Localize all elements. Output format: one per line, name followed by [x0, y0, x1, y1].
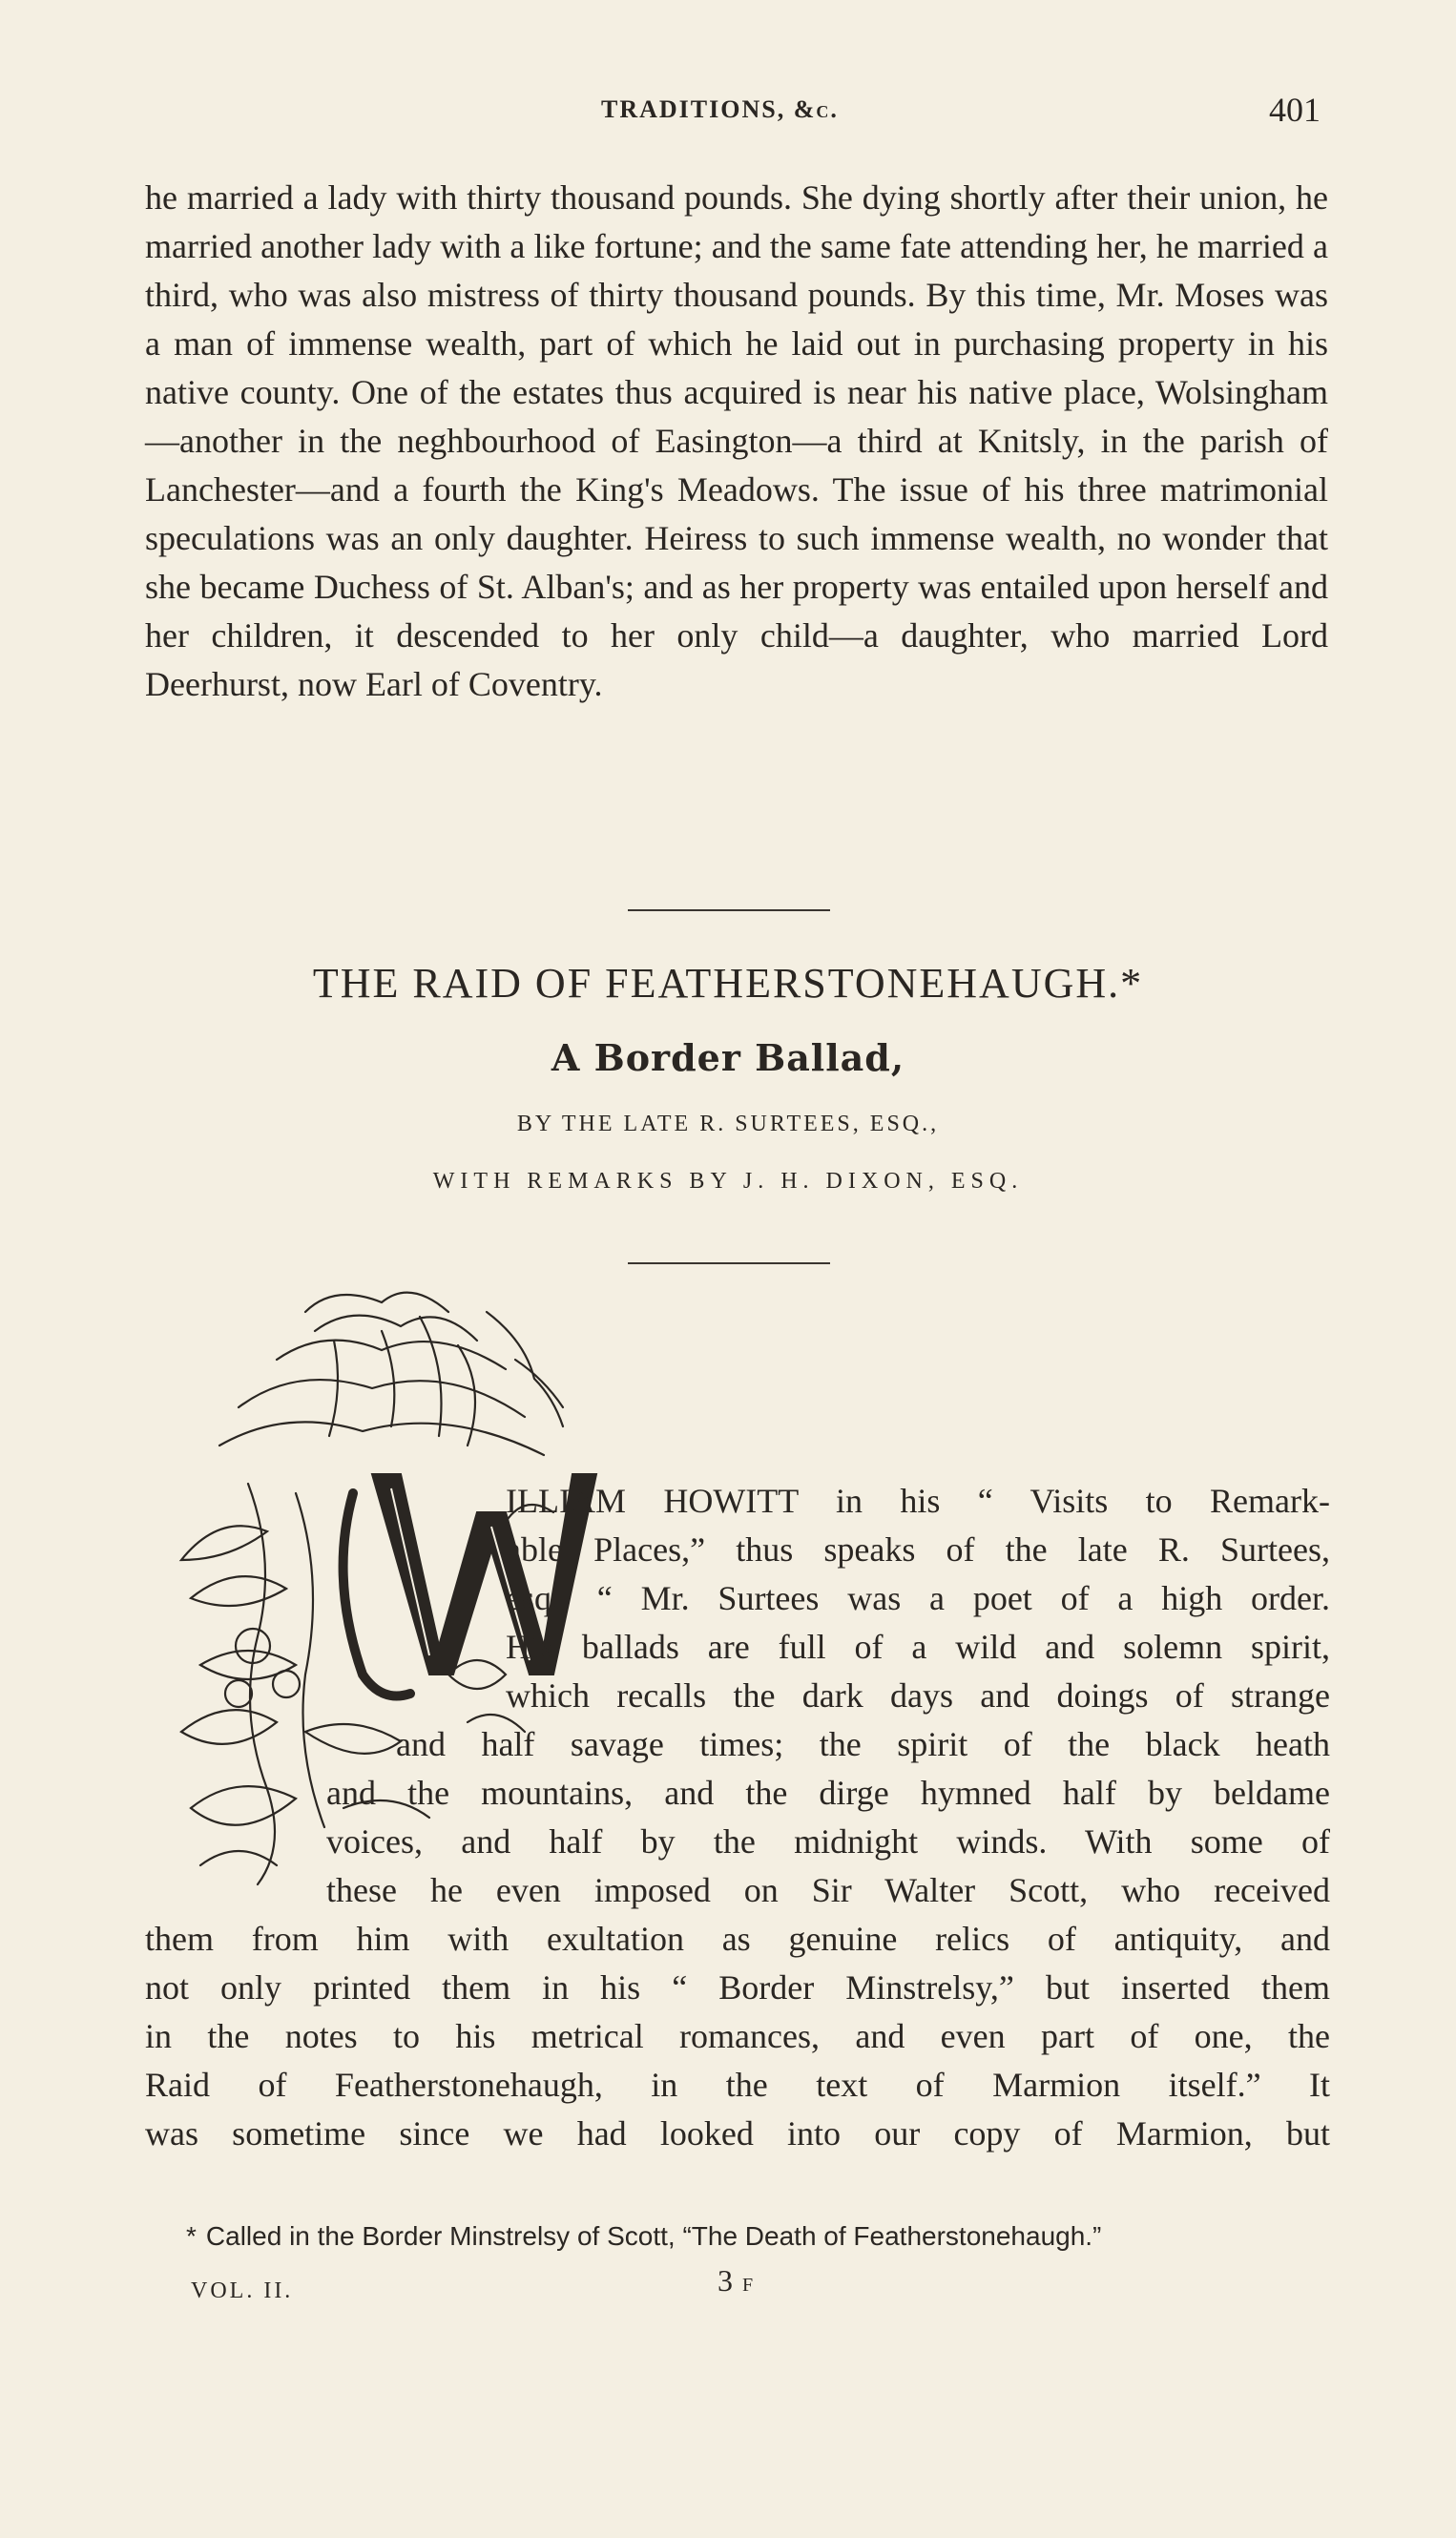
- body-line: Raid of Featherstonehaugh, in the text of Marmion itself.” It: [145, 2066, 1330, 2104]
- body-line: His ballads are full of a wild and solemn spirit,: [506, 1628, 1330, 1666]
- body-line: was sometime since we had looked into our copy of Marmion, but: [145, 2114, 1330, 2153]
- section-title: THE RAID OF FEATHERSTONEHAUGH.*: [312, 960, 1144, 1007]
- footnote-mark: *: [186, 2221, 197, 2251]
- body-line: which recalls the dark days and doings of strange: [506, 1676, 1330, 1715]
- section-subtitle: A Border Ballad,: [551, 1036, 905, 1079]
- author-byline: BY THE LATE R. SURTEES, ESQ.,: [516, 1112, 940, 1136]
- signature-letter: F: [742, 2275, 754, 2296]
- body-line: these he even imposed on Sir Walter Scott, who received: [326, 1871, 1330, 1909]
- body-line: not only printed them in his “ Border Minstrelsy,” but inserted them: [145, 1968, 1330, 2007]
- body-line: esq., “ Mr. Surtees was a poet of a high order.: [506, 1579, 1330, 1617]
- divider-rule: [628, 909, 830, 911]
- body-line: and half savage times; the spirit of the black heath: [396, 1725, 1330, 1763]
- body-line: able Places,” thus speaks of the late R. Surtees,: [506, 1530, 1330, 1569]
- volume-label: VOL. II.: [191, 2278, 294, 2303]
- divider-rule: [628, 1262, 830, 1264]
- footnote: [186, 2221, 1101, 2252]
- signature-number: 3: [718, 2263, 733, 2298]
- running-header: TRADITIONS, &c.: [601, 95, 839, 123]
- body-line: in the notes to his metrical romances, and even part of one, the: [145, 2017, 1330, 2055]
- printer-signature: [718, 2263, 753, 2299]
- body-line: and the mountains, and the dirge hymned half by beldame: [326, 1774, 1330, 1812]
- body-line: ILLIAM HOWITT in his “ Visits to Remark-: [506, 1482, 1330, 1520]
- body-line: voices, and half by the midnight winds. With some of: [326, 1822, 1330, 1861]
- page-number: 401: [1269, 91, 1321, 129]
- paragraph-moses: he married a lady with thirty thousand pounds. She dying shortly after their union, he married another lady with a like fortune; and the same fate attending her, he married a third, who was also mistress of thirty thousand pounds. By this time, Mr. Moses was a man of immense wealth, part of which he laid out in purchasing property in his native county. One of the estates thus acquired is near his native place, Wolsingham—another in the neghbourhood of Easington—a third at Knitsly, in the parish of Lanchester—and a fourth the King's Meadows. The issue of his three matrimonial speculations was an only daughter. Heiress to such immense wealth, no wonder that she became Duchess of St. Alban's; and as her property was entailed upon herself and her children, it descended to her only child—a daughter, who married Lord Deerhurst, now Earl of Coventry.: [145, 178, 1328, 703]
- remarks-byline: WITH REMARKS BY J. H. DIXON, ESQ.: [432, 1169, 1024, 1194]
- body-line: them from him with exultation as genuine relics of antiquity, and: [145, 1920, 1330, 1958]
- footnote-text: Called in the Border Minstrelsy of Scott, “The Death of Featherstonehaugh.”: [205, 2221, 1102, 2251]
